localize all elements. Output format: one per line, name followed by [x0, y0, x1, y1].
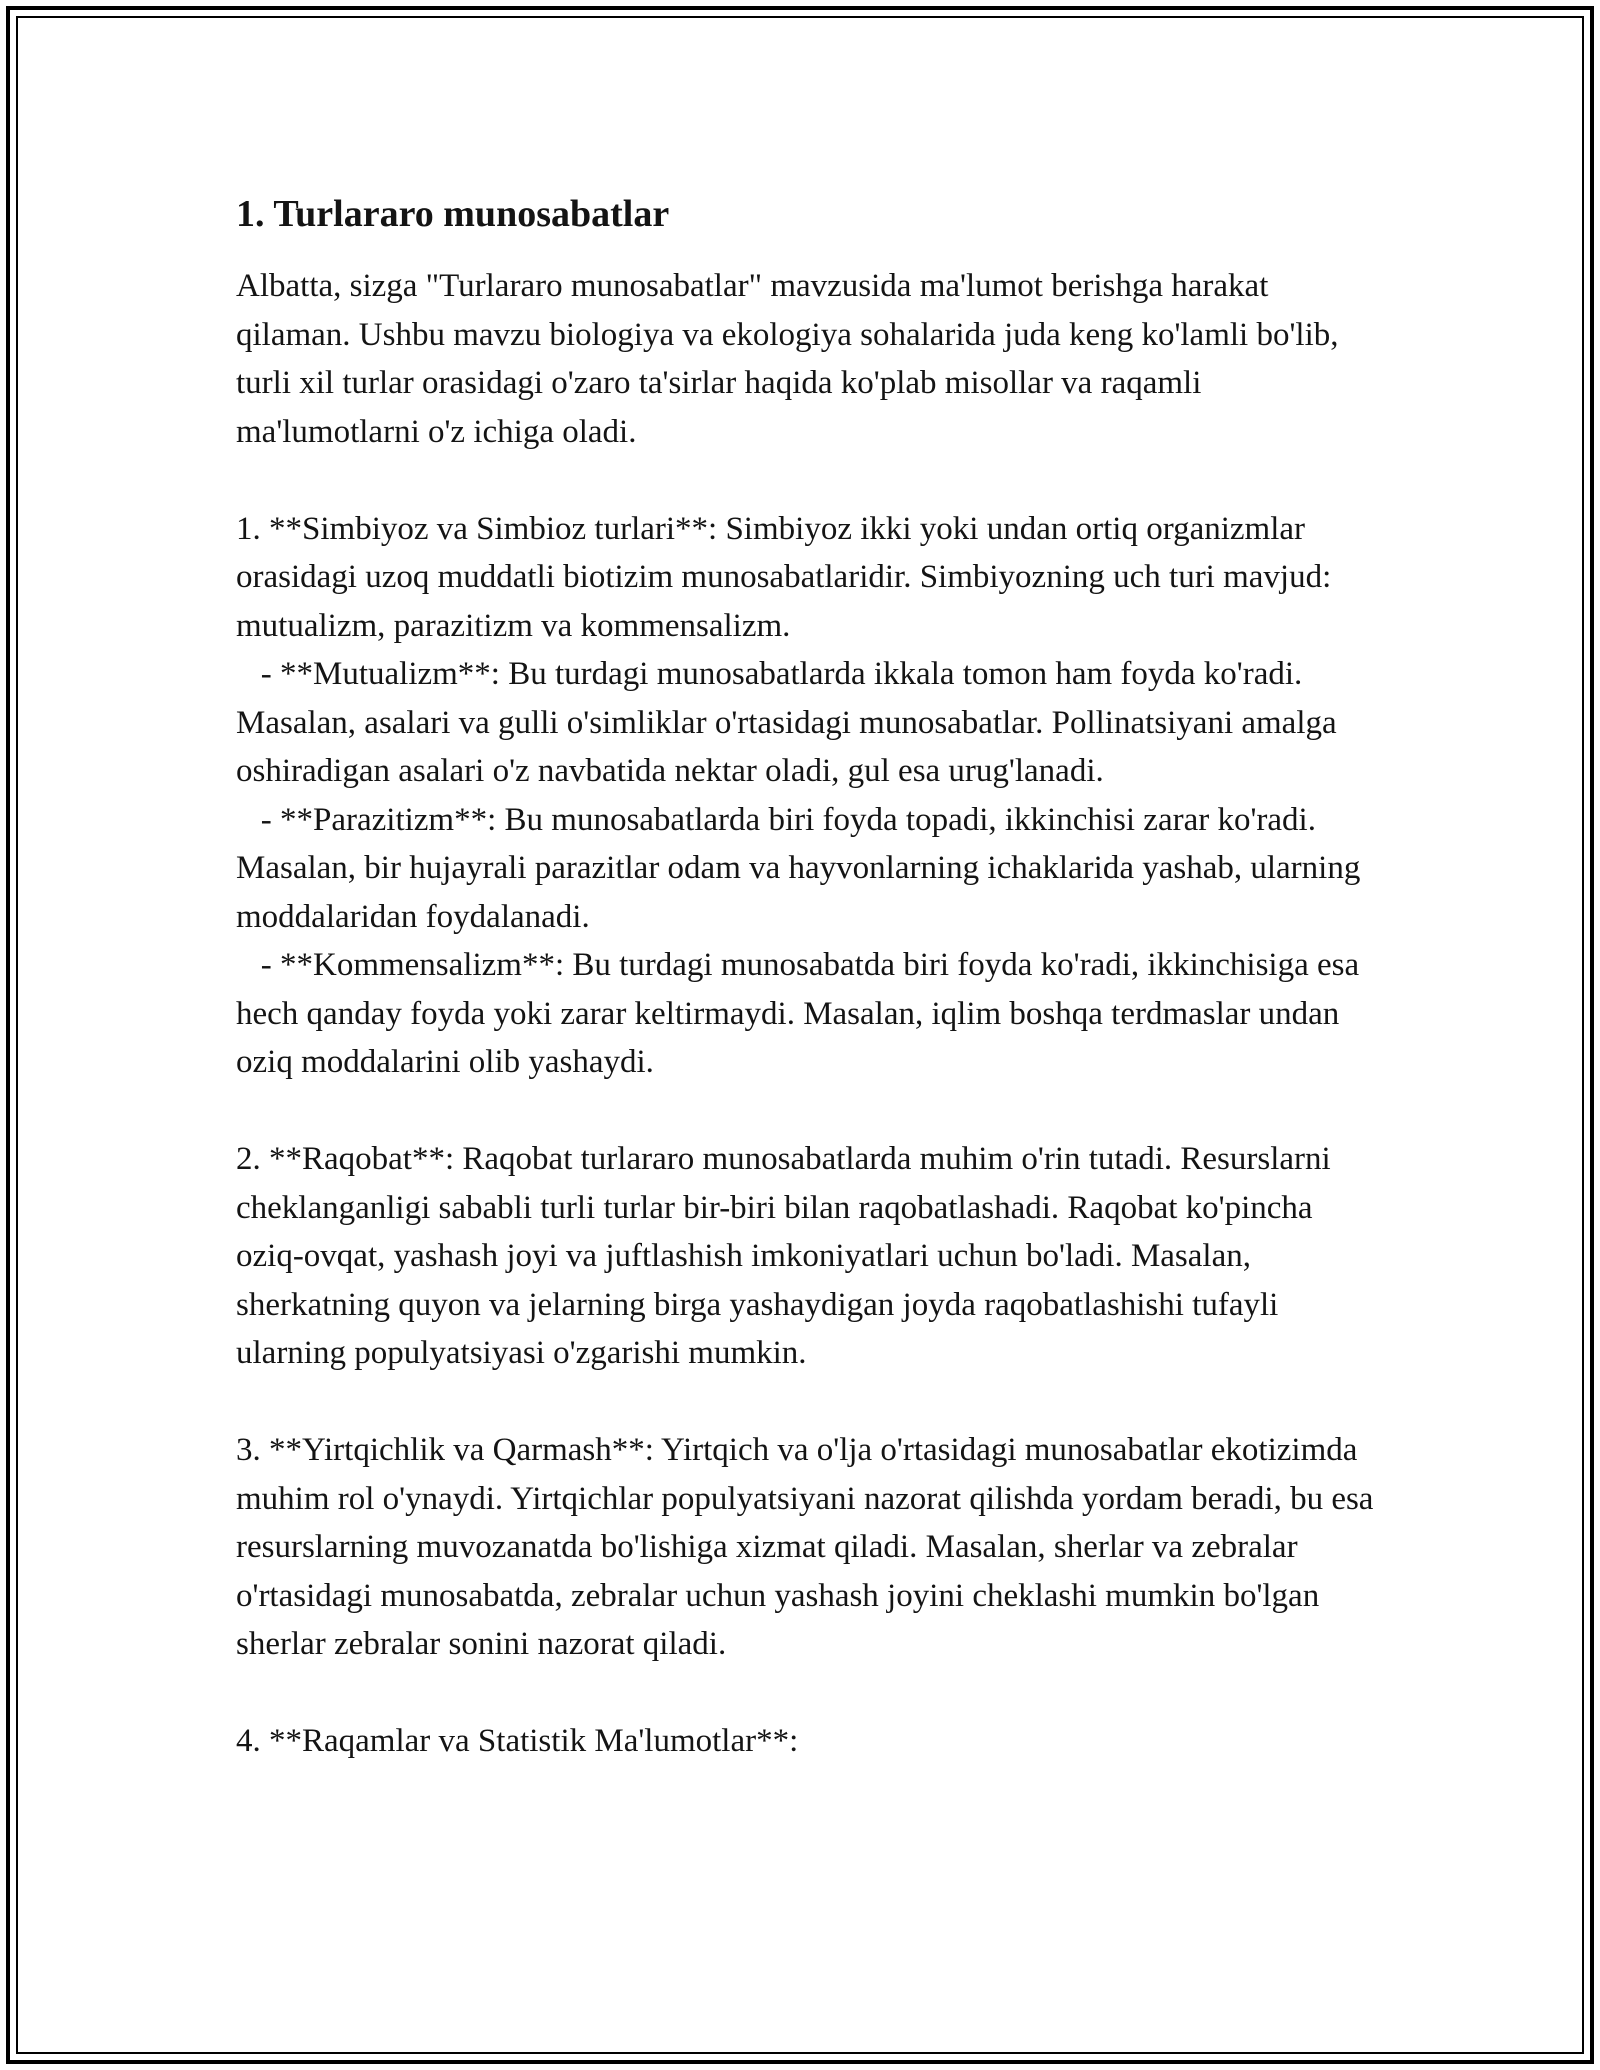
statistics-section: 4. **Raqamlar va Statistik Ma'lumotlar**:	[236, 1723, 799, 1759]
intro-paragraph: Albatta, sizga "Turlararo munosabatlar" mavzusida ma'lumot berishga harakat qilaman. Ushbu mavzu biologiya va ekologiya sohalarida juda keng ko'lamli bo'lib, turli xil turlar orasidagi o'zaro ta'sirlar haqida ko'plab misollar va raqamli ma'lumotlarni o'z ichiga oladi.	[236, 268, 1347, 450]
predation-section: 3. **Yirtqichlik va Qarmash**: Yirtqich va o'lja o'rtasidagi munosabatlar ekotizimda muhim rol o'ynaydi. Yirtqichlar populyatsiyani nazorat qilishda yordam beradi, bu esa resurslarning muvozanatda bo'lishiga xizmat qiladi. Masalan, sherlar va zebralar o'rtasidagi munosabatda, zebralar uchun yashash joyini cheklashi mumkin bo'lgan sherlar zebralar sonini nazorat qiladi.	[236, 1432, 1382, 1662]
competition-section: 2. **Raqobat**: Raqobat turlararo munosabatlarda muhim o'rin tutadi. Resurslarni cheklanganligi sababli turli turlar bir-biri bilan raqobatlashadi. Raqobat ko'pincha oziq-ovqat, yashash joyi va juftlashish imkoniyatlari uchun bo'ladi. Masalan, sherkatning quyon va jelarning birga yashaydigan joyda raqobatlashishi tufayli ularning populyatsiyasi o'zgarishi mumkin.	[236, 1141, 1339, 1371]
document-body	[236, 186, 1382, 1766]
symbiosis-section: 1. **Simbiyoz va Simbioz turlari**: Simbiyoz ikki yoki undan ortiq organizmlar orasidagi uzoq muddatli biotizim munosabatlaridir. Simbiyozning uch turi mavjud: mutualizm, parazitizm va kommensalizm. - **Mutualizm**: Bu turdagi munosabatlarda ikkala tomon ham foyda ko'radi. Masalan, asalari va gulli o'simliklar o'rtasidagi munosabatlar. Pollinatsiyani amalga oshiradigan asalari o'z navbatida nektar oladi, gul esa urug'lanadi. - **Parazitizm**: Bu munosabatlarda biri foyda topadi, ikkinchisi zarar ko'radi. Masalan, bir hujayrali parazitlar odam va hayvonlarning ichaklarida yashab, ularning moddalaridan foydalanadi. - **Kommensalizm**: Bu turdagi munosabatda biri foyda ko'radi, ikkinchisiga esa hech qanday foyda yoki zarar keltirmaydi. Masalan, iqlim boshqa terdmaslar undan oziq moddalarini olib yashaydi.	[236, 510, 1361, 1080]
paragraph-spacer	[236, 456, 1376, 505]
paragraph-spacer	[236, 1669, 1376, 1718]
document-heading: 1. Turlararo munosabatlar	[236, 193, 670, 235]
paragraph-spacer	[236, 1087, 1376, 1136]
paragraph-spacer	[236, 1378, 1376, 1427]
